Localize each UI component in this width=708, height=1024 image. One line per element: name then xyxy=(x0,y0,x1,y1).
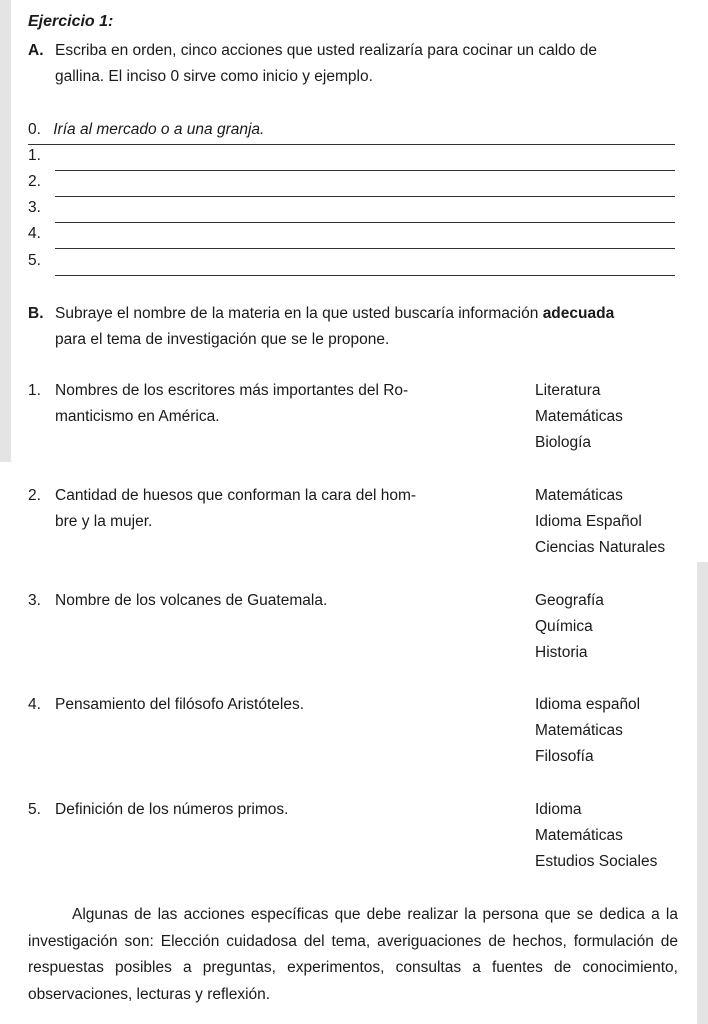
example-number: 0. xyxy=(28,121,41,138)
item-text-line1: Cantidad de huesos que conforman la cara del hom- xyxy=(55,487,417,504)
page-edge-shadow-left xyxy=(0,0,11,462)
subject-option[interactable]: Ciencias Naturales xyxy=(535,539,666,556)
exercise-title: Ejercicio 1: xyxy=(28,13,114,30)
subject-option[interactable]: Matemáticas xyxy=(535,722,623,739)
item-number: 3. xyxy=(28,592,41,609)
section-b-label: B. xyxy=(28,305,44,322)
blank-answer-line-5[interactable] xyxy=(55,251,675,276)
item-number: 2. xyxy=(28,487,41,504)
example-text: Iría al mercado o a una granja. xyxy=(53,121,265,138)
item-text-line1: Definición de los números primos. xyxy=(55,801,289,818)
item-number: 4. xyxy=(28,696,41,713)
item-text-line1: Pensamiento del filósofo Aristóteles. xyxy=(55,696,304,713)
blank-number-1: 1. xyxy=(28,147,41,164)
blank-answer-line-2[interactable] xyxy=(55,172,675,197)
blank-number-5: 5. xyxy=(28,252,41,269)
subject-option[interactable]: Idioma xyxy=(535,801,582,818)
item-number: 1. xyxy=(28,382,41,399)
blank-answer-line-1[interactable] xyxy=(55,146,675,171)
subject-option[interactable]: Matemáticas xyxy=(535,487,623,504)
section-a-instruction-line2: gallina. El inciso 0 sirve como inicio y ejemplo. xyxy=(55,68,373,85)
blank-number-2: 2. xyxy=(28,173,41,190)
item-text-line1: Nombres de los escritores más importantes del Ro- xyxy=(55,382,409,399)
blank-number-3: 3. xyxy=(28,199,41,216)
closing-paragraph: Algunas de las acciones específicas que debe realizar la persona que se dedica a la investigación son: Elección cuidadosa del tema, averiguaciones de hechos, formulación de respuestas posibles a preguntas, experimentos, consultas a fuentes de conocimiento, observaciones, lecturas y reflexión. xyxy=(28,906,678,1003)
example-underline xyxy=(28,120,675,145)
page-edge-shadow-right xyxy=(697,562,708,1024)
section-b-instruction-line2: para el tema de investigación que se le propone. xyxy=(55,331,390,348)
subject-option[interactable]: Filosofía xyxy=(535,748,594,765)
section-a-label: A. xyxy=(28,42,44,59)
blank-answer-line-4[interactable] xyxy=(55,224,675,249)
item-text-line2: manticismo en América. xyxy=(55,408,220,425)
subject-option[interactable]: Historia xyxy=(535,644,588,661)
item-text-line1: Nombre de los volcanes de Guatemala. xyxy=(55,592,328,609)
subject-option[interactable]: Idioma español xyxy=(535,696,641,713)
subject-option[interactable]: Idioma Español xyxy=(535,513,642,530)
subject-option[interactable]: Literatura xyxy=(535,382,601,399)
item-number: 5. xyxy=(28,801,41,818)
subject-option[interactable]: Matemáticas xyxy=(535,408,623,425)
section-a-instruction-line1: Escriba en orden, cinco acciones que usted realizaría para cocinar un caldo de xyxy=(55,42,597,59)
subject-option[interactable]: Química xyxy=(535,618,593,635)
section-b-instruction-line1: Subraye el nombre de la materia en la que usted buscaría información adecuada xyxy=(55,305,615,322)
item-text-line2: bre y la mujer. xyxy=(55,513,153,530)
subject-option[interactable]: Geografía xyxy=(535,592,604,609)
blank-number-4: 4. xyxy=(28,225,41,242)
subject-option[interactable]: Matemáticas xyxy=(535,827,623,844)
blank-answer-line-3[interactable] xyxy=(55,198,675,223)
subject-option[interactable]: Estudios Sociales xyxy=(535,853,658,870)
subject-option[interactable]: Biología xyxy=(535,434,592,451)
